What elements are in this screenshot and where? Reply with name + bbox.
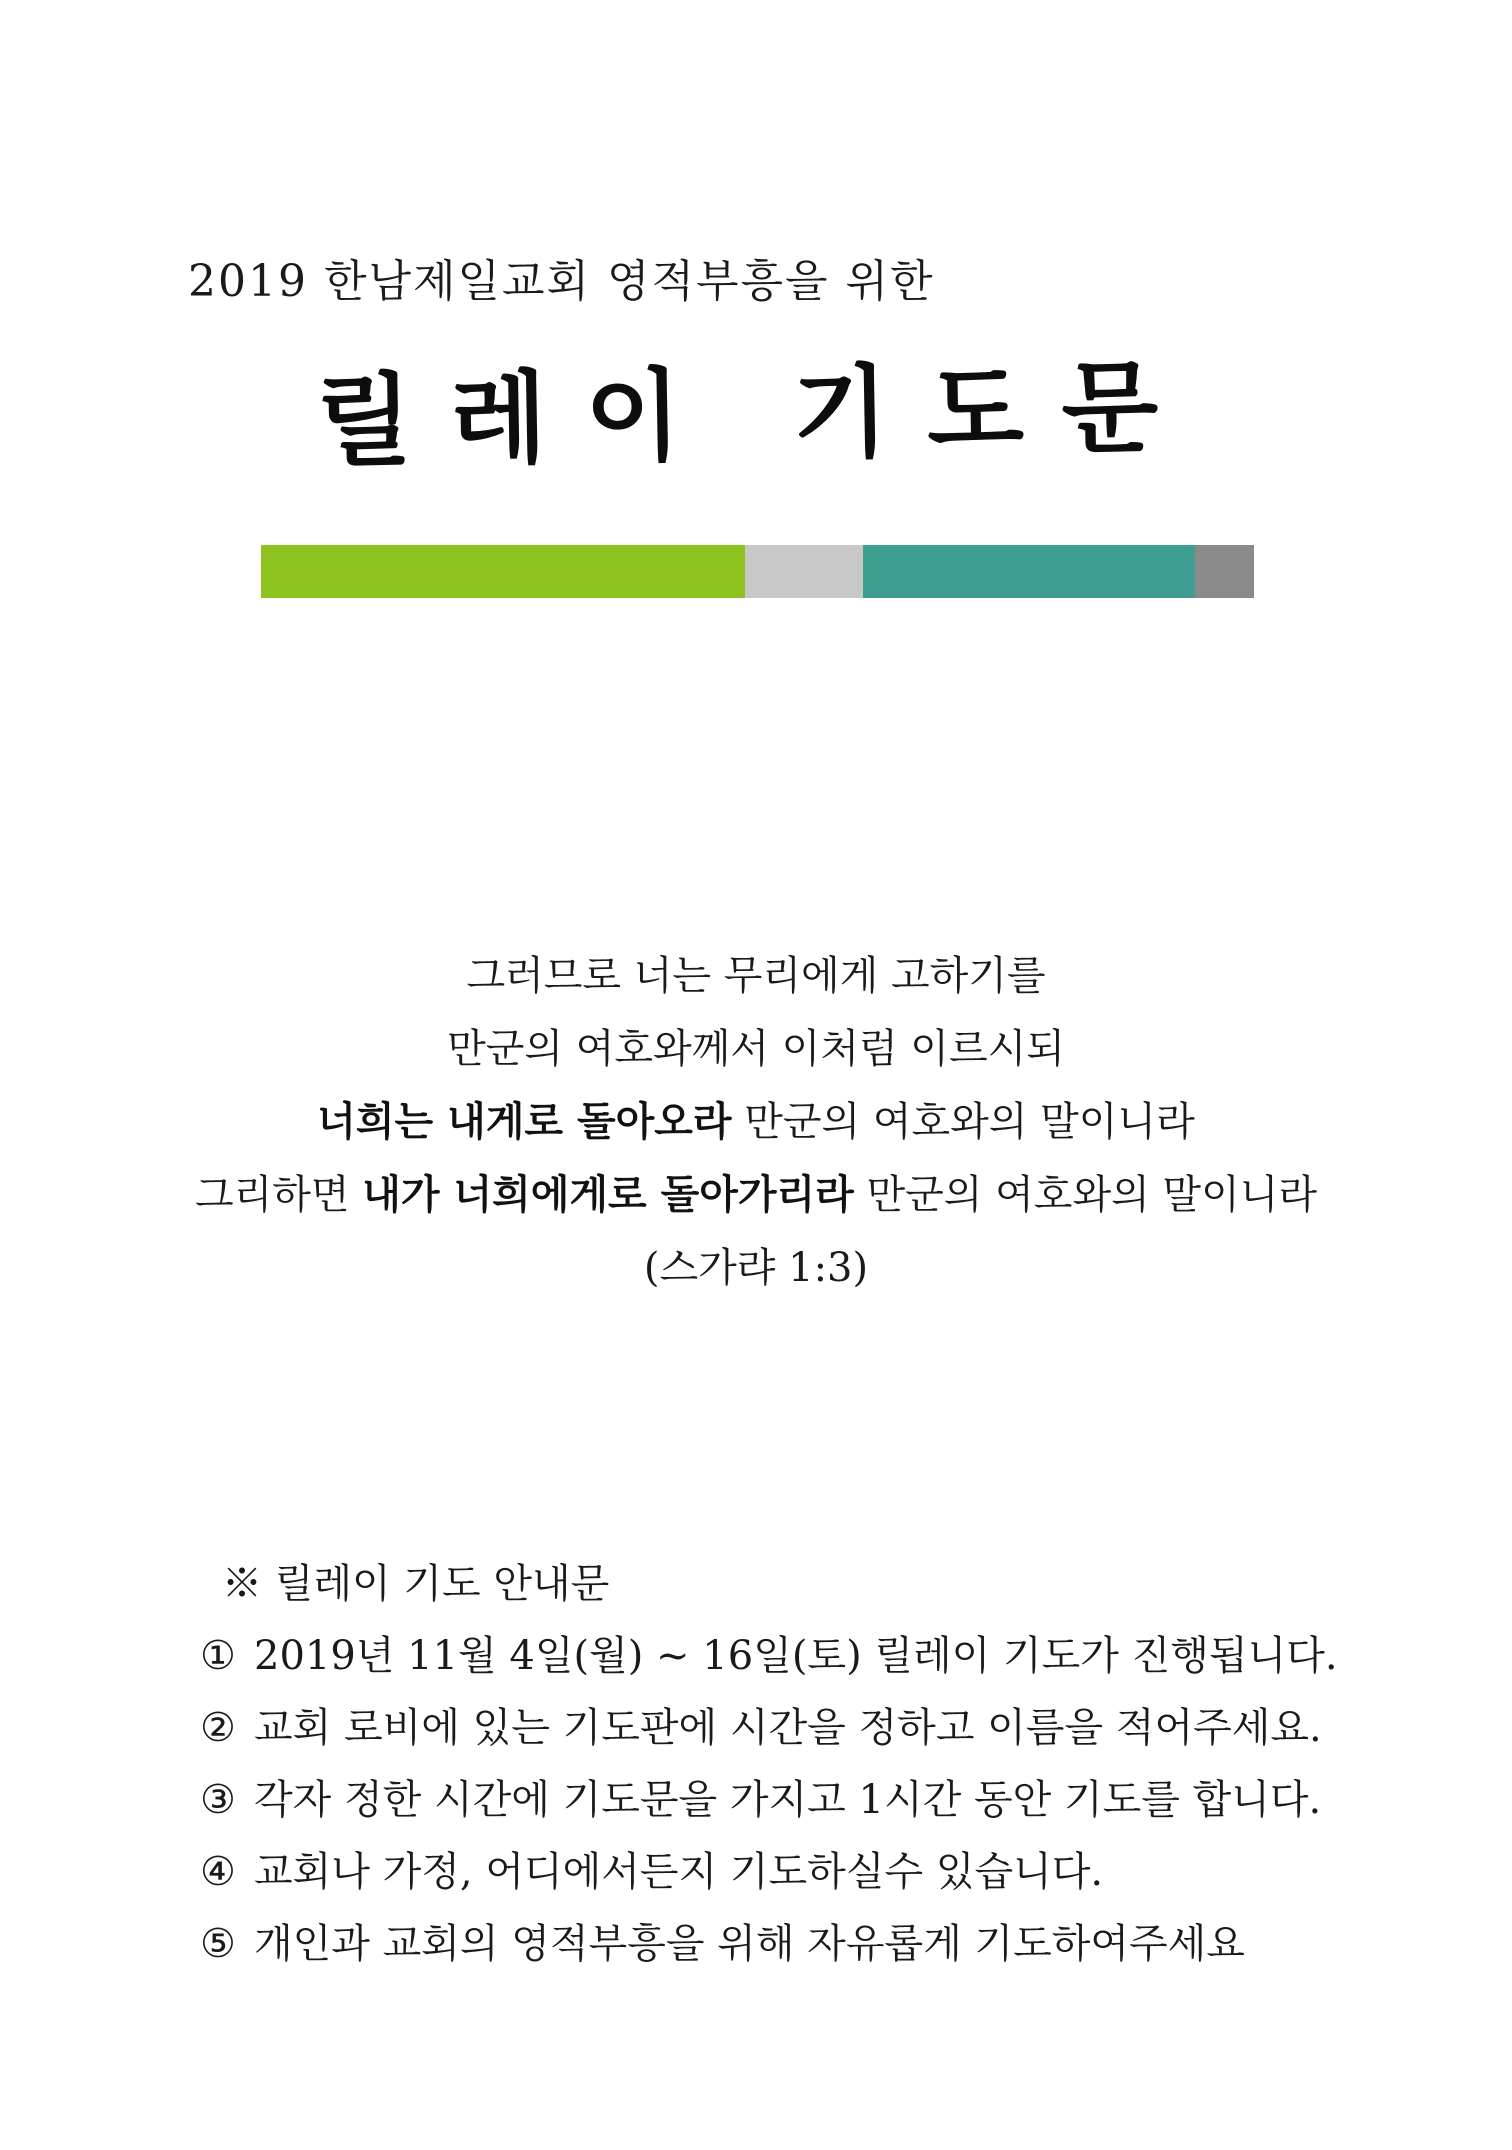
notice-item-text: 교회 로비에 있는 기도판에 시간을 정하고 이름을 적어주세요. [254, 1705, 1322, 1751]
verse-line-3-rest: 만군의 여호와의 말이니라 [731, 1099, 1195, 1145]
notice-item-1 [200, 1620, 1338, 1692]
prayer-notice [200, 1548, 1338, 1980]
verse-line-4-rest: 만군의 여호와의 말이니라 [853, 1172, 1317, 1218]
notice-item-2 [200, 1692, 1338, 1764]
notice-item-4 [200, 1836, 1338, 1908]
verse-reference: (스가랴 1:3) [643, 1245, 869, 1291]
notice-heading: ※ 릴레이 기도 안내문 [222, 1561, 610, 1607]
notice-item-text: 2019년 11월 4일(월) ~ 16일(토) 릴레이 기도가 진행됩니다. [254, 1633, 1338, 1679]
color-bar-segment-green [261, 545, 745, 598]
color-bar-segment-teal [863, 545, 1195, 598]
notice-item-3 [200, 1764, 1338, 1836]
notice-item-5 [200, 1908, 1338, 1980]
notice-item-number: ④ [200, 1849, 236, 1895]
notice-item-number: ③ [200, 1777, 236, 1823]
notice-item-number: ⑤ [200, 1921, 236, 1967]
notice-item-text: 개인과 교회의 영적부흥을 위해 자유롭게 기도하여주세요 [254, 1921, 1245, 1967]
verse-line-3 [0, 1086, 1512, 1159]
verse-line-1: 그러므로 너는 무리에게 고하기를 [466, 953, 1046, 999]
color-bar-segment-light-gray [745, 545, 863, 598]
scripture-verse [0, 940, 1512, 1305]
notice-item-text: 교회나 가정, 어디에서든지 기도하실수 있습니다. [254, 1849, 1104, 1895]
verse-line-4-emphasis: 내가 너희에게로 돌아가리라 [362, 1172, 854, 1218]
notice-item-text: 각자 정한 시간에 기도문을 가지고 1시간 동안 기도를 합니다. [254, 1777, 1322, 1823]
document-subtitle: 2019 한남제일교회 영적부흥을 위한 [188, 256, 935, 307]
verse-line-3-emphasis: 너희는 내게로 돌아오라 [317, 1099, 732, 1145]
verse-line-2: 만군의 여호와께서 이처럼 이르시되 [447, 1026, 1065, 1072]
document-title: 릴레이 기도문 [314, 348, 1198, 481]
verse-line-4-lead: 그리하면 [195, 1172, 363, 1218]
notice-item-number: ② [200, 1705, 236, 1751]
decorative-color-bar [261, 545, 1254, 598]
notice-item-number: ① [200, 1633, 236, 1679]
color-bar-segment-dark-gray [1195, 545, 1254, 598]
verse-line-4 [0, 1159, 1512, 1232]
